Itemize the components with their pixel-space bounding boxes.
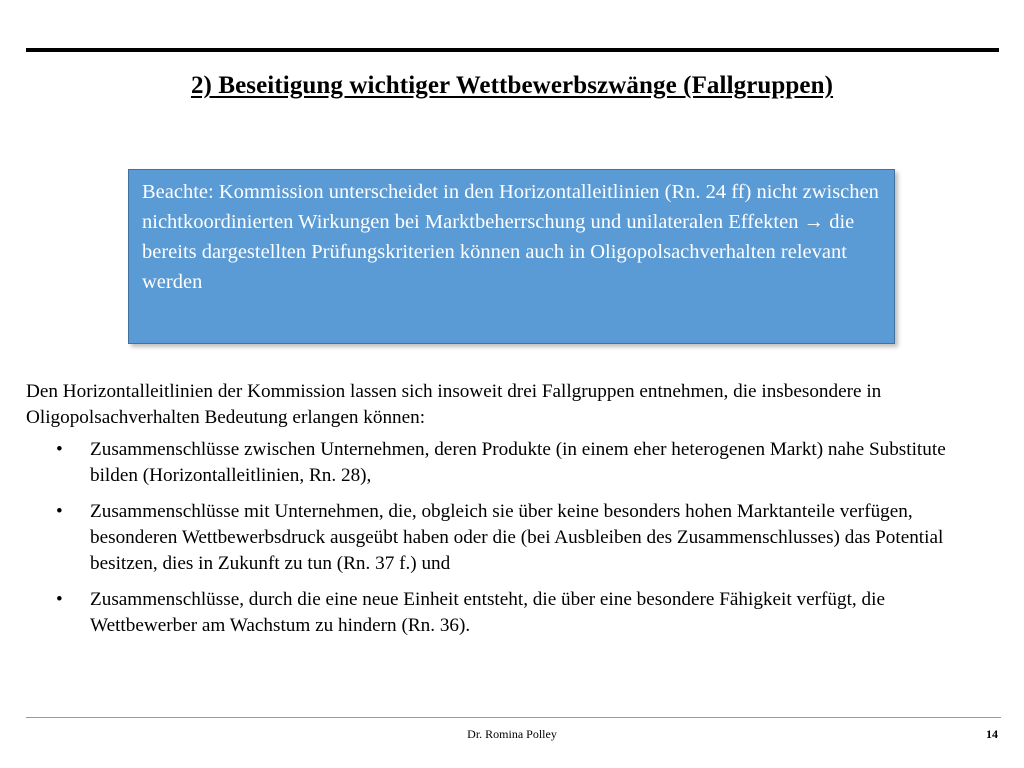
- case-group-list: [26, 437, 986, 639]
- list-item-text: Zusammenschlüsse, durch die eine neue Einheit entsteht, die über eine besondere Fähigkeit verfügt, die Wettbewerber am Wachstum zu hindern (Rn. 36).: [90, 589, 885, 636]
- list-item: [26, 499, 986, 577]
- bullet-icon: •: [56, 501, 63, 522]
- list-item: [26, 437, 986, 489]
- bullet-icon: •: [56, 589, 63, 610]
- bullet-icon: •: [56, 439, 63, 460]
- intro-paragraph: Den Horizontalleitlinien der Kommission lassen sich insoweit drei Fallgruppen entnehmen, die insbesondere in Oligopolsachverhalten Bedeutung erlangen können:: [26, 381, 882, 428]
- page-number: 14: [986, 727, 998, 741]
- note-callout-box: [128, 169, 895, 344]
- slide-title: 2) Beseitigung wichtiger Wettbewerbszwänge (Fallgruppen): [190, 72, 834, 99]
- note-text: Beachte: Kommission unterscheidet in den Horizontalleitlinien (Rn. 24 ff) nicht zwischen nichtkoordinierten Wirkungen bei Marktbeherrschung und unilateralen Effekten → die bereits dargestellten Prüfungskriterien können auch in Oligopolsachverhalten relevant werden: [142, 181, 879, 293]
- bottom-divider: [26, 717, 1001, 718]
- list-item-text: Zusammenschlüsse mit Unternehmen, die, obgleich sie über keine besonders hohen Marktanteile verfügen, besonderen Wettbewerbsdruck ausgeübt haben oder die (bei Ausbleiben des Zusammenschlusses) das Potential besitzen, dies in Zukunft zu tun (Rn. 37 f.) und: [90, 501, 944, 574]
- main-content: [26, 379, 986, 649]
- top-divider: [26, 48, 999, 52]
- footer-author: Dr. Romina Polley: [467, 727, 557, 741]
- list-item-text: Zusammenschlüsse zwischen Unternehmen, deren Produkte (in einem eher heterogenen Markt) nahe Substitute bilden (Horizontalleitlinien, Rn. 28),: [90, 439, 946, 486]
- list-item: [26, 587, 986, 639]
